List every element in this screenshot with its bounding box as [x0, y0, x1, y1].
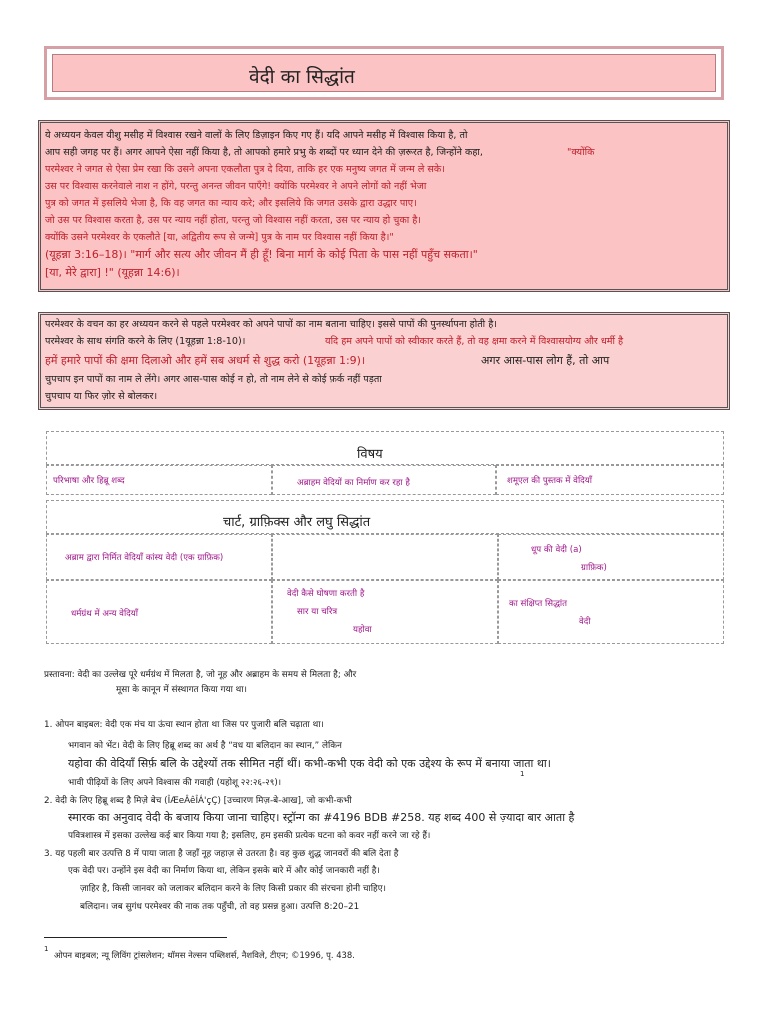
confession-line: यदि हम अपने पापों को स्वीकार करते हैं, तो वह क्षमा करने में विश्वासयोग्य और धर्मी है [325, 336, 624, 347]
intro-line: "क्योंकि [567, 147, 595, 158]
topic-link[interactable]: शमूएल की पुस्तक में वेदियाँ [507, 476, 592, 486]
confession-line: अगर आस-पास लोग हैं, तो आप [481, 354, 610, 367]
point-line: पवित्रशास्त्र में इसका उल्लेख कई बार किया गया है; इसलिए, हम इसकी प्रत्येक घटना को कवर नहीं करने जा रहे हैं। [68, 831, 431, 841]
charts-header-cell [46, 500, 724, 534]
point-line: भगवान को भेंट। वेदी के लिए हिब्रू शब्द का अर्थ है “वध या बलिदान का स्थान,” लेकिन [68, 741, 342, 751]
title-panel [52, 54, 716, 92]
point-line: स्मारक का अनुवाद वेदी के बजाय किया जाना चाहिए। स्ट्रॉन्ग का #4196 BDB #258. यह शब्द 400 से ज़्यादा बार आता है [68, 811, 575, 824]
chart-cell [498, 534, 724, 580]
point-line: बलिदान। जब सुगंध परमेश्वर की नाक तक पहुँची, तो वह प्रसन्न हुआ। उत्पत्ति 8:20–21 [80, 902, 360, 912]
intro-line: उस पर विश्वास करनेवाले नाश न होंगे, परन्तु अनन्त जीवन पाएँगे! क्योंकि परमेश्वर ने अपने लोगों को नहीं भेजा [45, 181, 427, 192]
intro-line: परमेश्वर ने जगत से ऐसा प्रेम रखा कि उसने अपना एकलौता पुत्र दे दिया, ताकि हर एक मनुष्य जगत में जन्म ले सके। [45, 164, 445, 175]
point-line: एक वेदी पर। उन्होंने इस वेदी का निर्माण किया था, लेकिन इसके बारे में और कोई जानकारी नहीं है। [68, 866, 380, 876]
confession-line: परमेश्वर के वचन का हर अध्ययन करने से पहले परमेश्वर को अपने पापों का नाम बताना चाहिए। इससे पापों की पुनर्स्थापना होती है। [45, 319, 497, 330]
chart-link[interactable]: ग्राफ़िक) [581, 563, 607, 573]
intro-line: (यूहन्ना 3:16–18)। "मार्ग और सत्य और जीवन मैं ही हूँ! बिना मार्ग के कोई पिता के पास नहीं पहुँच सकता।" [45, 248, 478, 261]
chart-link[interactable]: धर्मग्रंथ में अन्य वेदियाँ [71, 609, 138, 619]
title-box [44, 46, 724, 100]
chart-link[interactable]: का संक्षिप्त सिद्धांत [509, 599, 568, 609]
point-line: 3. यह पहली बार उत्पत्ति 8 में पाया जाता है जहाँ नूह जहाज़ से उतरता है। वह कुछ शुद्ध जानवरों की बलि देता है [44, 849, 399, 859]
intro-line: पुत्र को जगत में इसलिये भेजा है, कि वह जगत का न्याय करे; और इसलिये कि जगत उसके द्वारा उद्धार पाए। [45, 198, 417, 209]
confession-line: चुपचाप इन पापों का नाम ले लेंगे। अगर आस-पास कोई न हो, तो नाम लेने से कोई फ़र्क नहीं पड़ता [45, 374, 382, 385]
topics-header: विषय [357, 447, 383, 462]
preface-line: प्रस्तावना: वेदी का उल्लेख पूरे धर्मग्रंथ में मिलता है, जो नूह और अब्राहम के समय से मिलता है; और [44, 670, 357, 680]
confession-line: चुपचाप या फिर ज़ोर से बोलकर। [45, 391, 158, 402]
footnote-divider [44, 937, 227, 938]
intro-box [38, 120, 730, 292]
topics-header-cell [46, 431, 724, 465]
footnote-ref[interactable]: 1 [520, 770, 525, 778]
confession-line: परमेश्वर के साथ संगति करने के लिए (1यूहन्ना 1:8-10)। [45, 336, 246, 347]
chart-link[interactable]: सार या चरित्र [297, 607, 338, 617]
footnote-number: 1 [44, 945, 49, 953]
topic-link[interactable]: परिभाषा और हिब्रू शब्द [53, 476, 125, 486]
chart-link[interactable]: अब्राम द्वारा निर्मित वेदियाँ कांस्य वेदी (एक ग्राफ़िक) [65, 553, 224, 563]
point-line: यहोवा की वेदियाँ सिर्फ़ बलि के उद्देश्यों तक सीमित नहीं थीं। कभी-कभी एक वेदी को एक उद्देश्य के रूप में बनाया जाता था। [68, 757, 551, 770]
chart-link[interactable]: यहोवा [353, 625, 372, 635]
chart-link[interactable]: वेदी कैसे घोषणा करती है [287, 589, 365, 599]
chart-cell [498, 580, 724, 644]
intro-line: जो उस पर विश्वास करता है, उस पर न्याय नहीं होता, परन्तु जो विश्वास नहीं करता, उस पर न्याय हो चुका है। [45, 215, 422, 226]
point-line: 2. वेदी के लिए हिब्रू शब्द है मिज़े बेच (ÎÆeÂêÎÁ'ç̧Ç) [उच्चारण मिज़-बे-आख], जो कभी-कभी [44, 796, 352, 806]
point-line: भावी पीढ़ियों के लिए अपने विश्वास की गवाही (यहोशू २२:२६-२९)। [68, 778, 282, 788]
chart-link[interactable]: धूप की वेदी (a) [531, 545, 582, 555]
chart-cell [46, 580, 272, 644]
topic-cell [46, 465, 272, 495]
page-title: वेदी का सिद्धांत [249, 66, 355, 88]
intro-line: आप सही जगह पर हैं। अगर आपने ऐसा नहीं किया है, तो आपको हमारे प्रभु के शब्दों पर ध्यान देने की ज़रूरत है, जिन्होंने कहा, [45, 147, 483, 158]
intro-line: [या, मेरे द्वारा] !" (यूहन्ना 14:6)। [45, 266, 180, 279]
topic-link[interactable]: अब्राहम वेदियों का निर्माण कर रहा है [297, 478, 410, 488]
chart-link[interactable]: वेदी [579, 617, 591, 627]
intro-line: क्योंकि उसने परमेश्वर के एकलौते [या, अद्वितीय रूप से जन्मे] पुत्र के नाम पर विश्वास नहीं किया है।" [45, 232, 394, 243]
footnote-text: ओपन बाइबल; न्यू लिविंग ट्रांसलेशन; थॉमस नेल्सन पब्लिशर्स, नैशविले, टीएन; ©1996, पृ. 438. [54, 950, 355, 960]
topic-cell [496, 465, 724, 495]
chart-cell [46, 534, 272, 580]
point-line: 1. ओपन बाइबल: वेदी एक मंच या ऊंचा स्थान होता था जिस पर पुजारी बलि चढ़ाता था। [44, 720, 324, 730]
preface-line: मूसा के कानून में संस्थागत किया गया था। [116, 685, 247, 695]
confession-box [38, 312, 730, 410]
charts-header: चार्ट, ग्राफ़िक्स और लघु सिद्धांत [223, 515, 371, 530]
intro-line: ये अध्ययन केवल यीशु मसीह में विश्वास रखने वालों के लिए डिज़ाइन किए गए हैं। यदि आपने मसीह में विश्वास किया है, तो [45, 130, 468, 141]
chart-cell [272, 580, 498, 644]
confession-line: हमें हमारे पापों की क्षमा दिलाओ और हमें सब अधर्म से शुद्ध करो (1यूहन्ना 1:9)। [45, 354, 366, 367]
chart-cell [272, 534, 498, 580]
topic-cell [272, 465, 496, 495]
point-line: ज़ाहिर है, किसी जानवर को जलाकर बलिदान करने के लिए किसी प्रकार की संरचना होनी चाहिए। [80, 884, 386, 894]
